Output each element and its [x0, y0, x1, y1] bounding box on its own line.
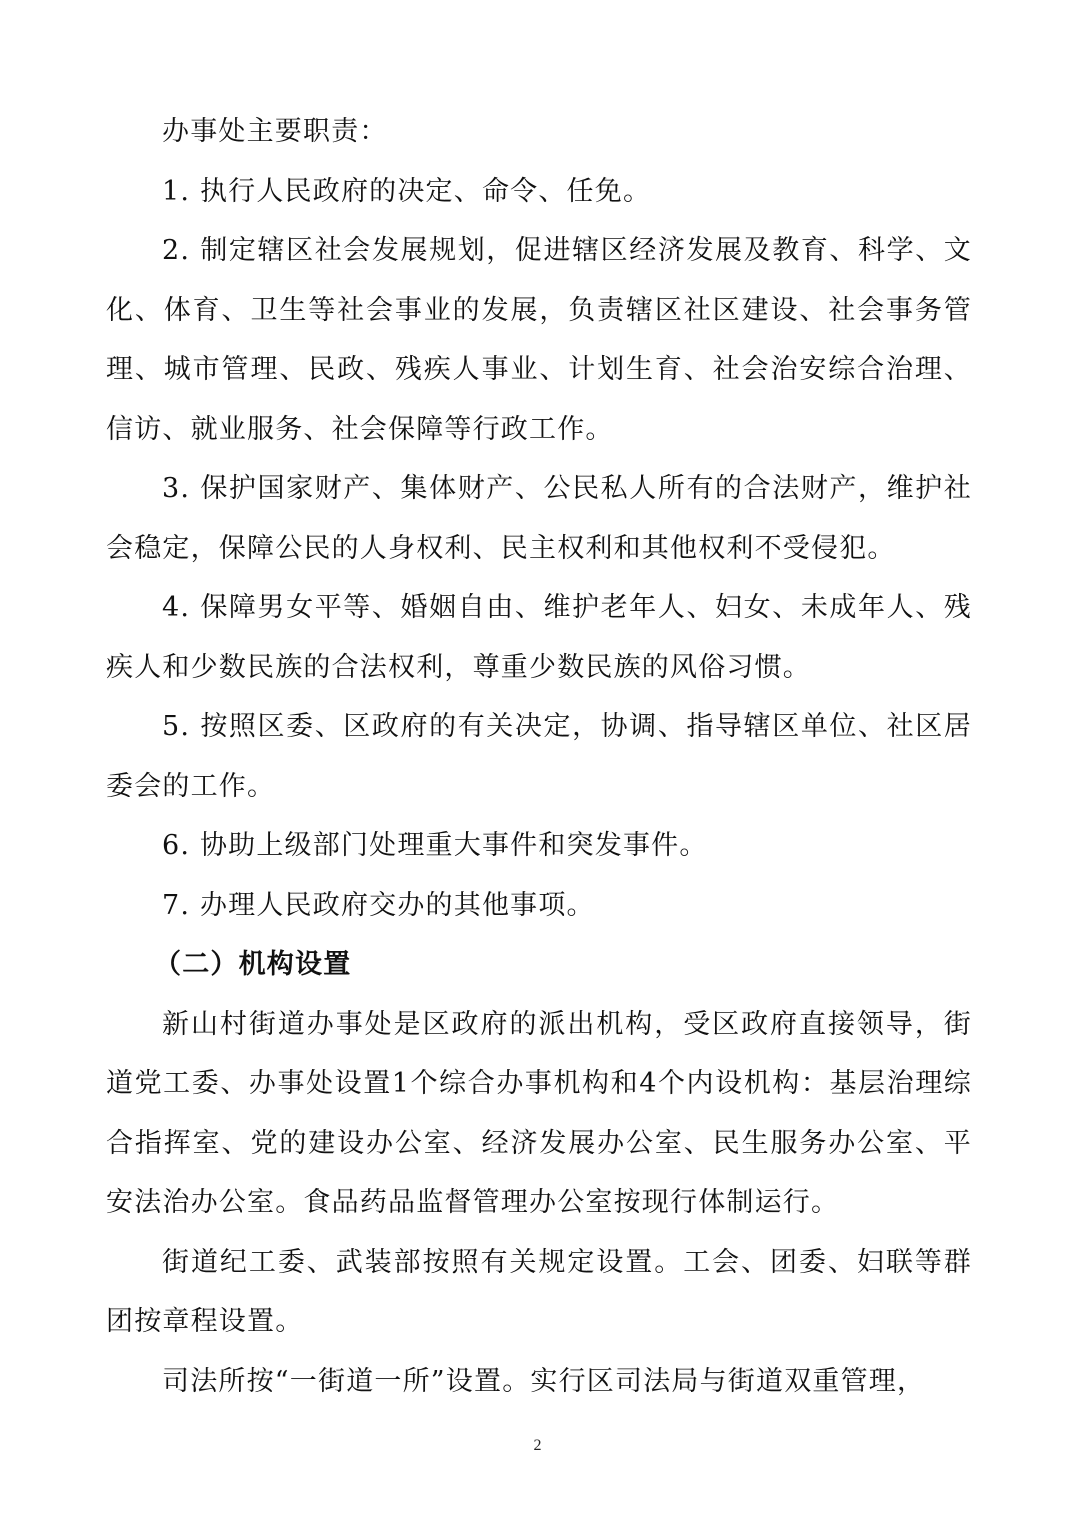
paragraph-committees: 街道纪工委、武装部按照有关规定设置。工会、团委、妇联等群团按章程设置。: [106, 1246, 972, 1337]
paragraph-judicial-office: 司法所按“一街道一所”设置。实行区司法局与街道双重管理，: [162, 1365, 926, 1397]
paragraph-duty-4: 4. 保障男女平等、婚姻自由、维护老年人、妇女、未成年人、残疾人和少数民族的合法权利，尊重少数民族的风俗习惯。: [106, 592, 972, 683]
paragraph-duty-6: 6. 协助上级部门处理重大事件和突发事件。: [162, 830, 708, 861]
section-heading: （二）机构设置: [154, 949, 352, 980]
page-number: 2: [533, 1437, 542, 1454]
paragraph-duty-3: 3. 保护国家财产、集体财产、公民私人所有的合法财产，维护社会稳定，保障公民的人身权利、民主权利和其他权利不受侵犯。: [106, 473, 972, 564]
paragraph-duty-1: 1. 执行人民政府的决定、命令、任免。: [162, 175, 652, 207]
paragraph-duty-5: 5. 按照区委、区政府的有关决定，协调、指导辖区单位、社区居委会的工作。: [106, 711, 972, 802]
paragraph-organization: 新山村街道办事处是区政府的派出机构，受区政府直接领导，街道党工委、办事处设置1个综合办事机构和4个内设机构：基层治理综合指挥室、党的建设办公室、经济发展办公室、民生服务办公室、平安法治办公室。食品药品监督管理办公室按现行体制运行。: [106, 1008, 972, 1218]
paragraph-duty-2: 2. 制定辖区社会发展规划，促进辖区经济发展及教育、科学、文化、体育、卫生等社会事业的发展，负责辖区社区建设、社会事务管理、城市管理、民政、残疾人事业、计划生育、社会治安综合治理、信访、就业服务、社会保障等行政工作。: [106, 235, 972, 445]
paragraph-duties-intro: 办事处主要职责：: [162, 116, 388, 147]
document-body: [106, 102, 972, 1411]
paragraph-duty-7: 7. 办理人民政府交办的其他事项。: [162, 889, 595, 921]
